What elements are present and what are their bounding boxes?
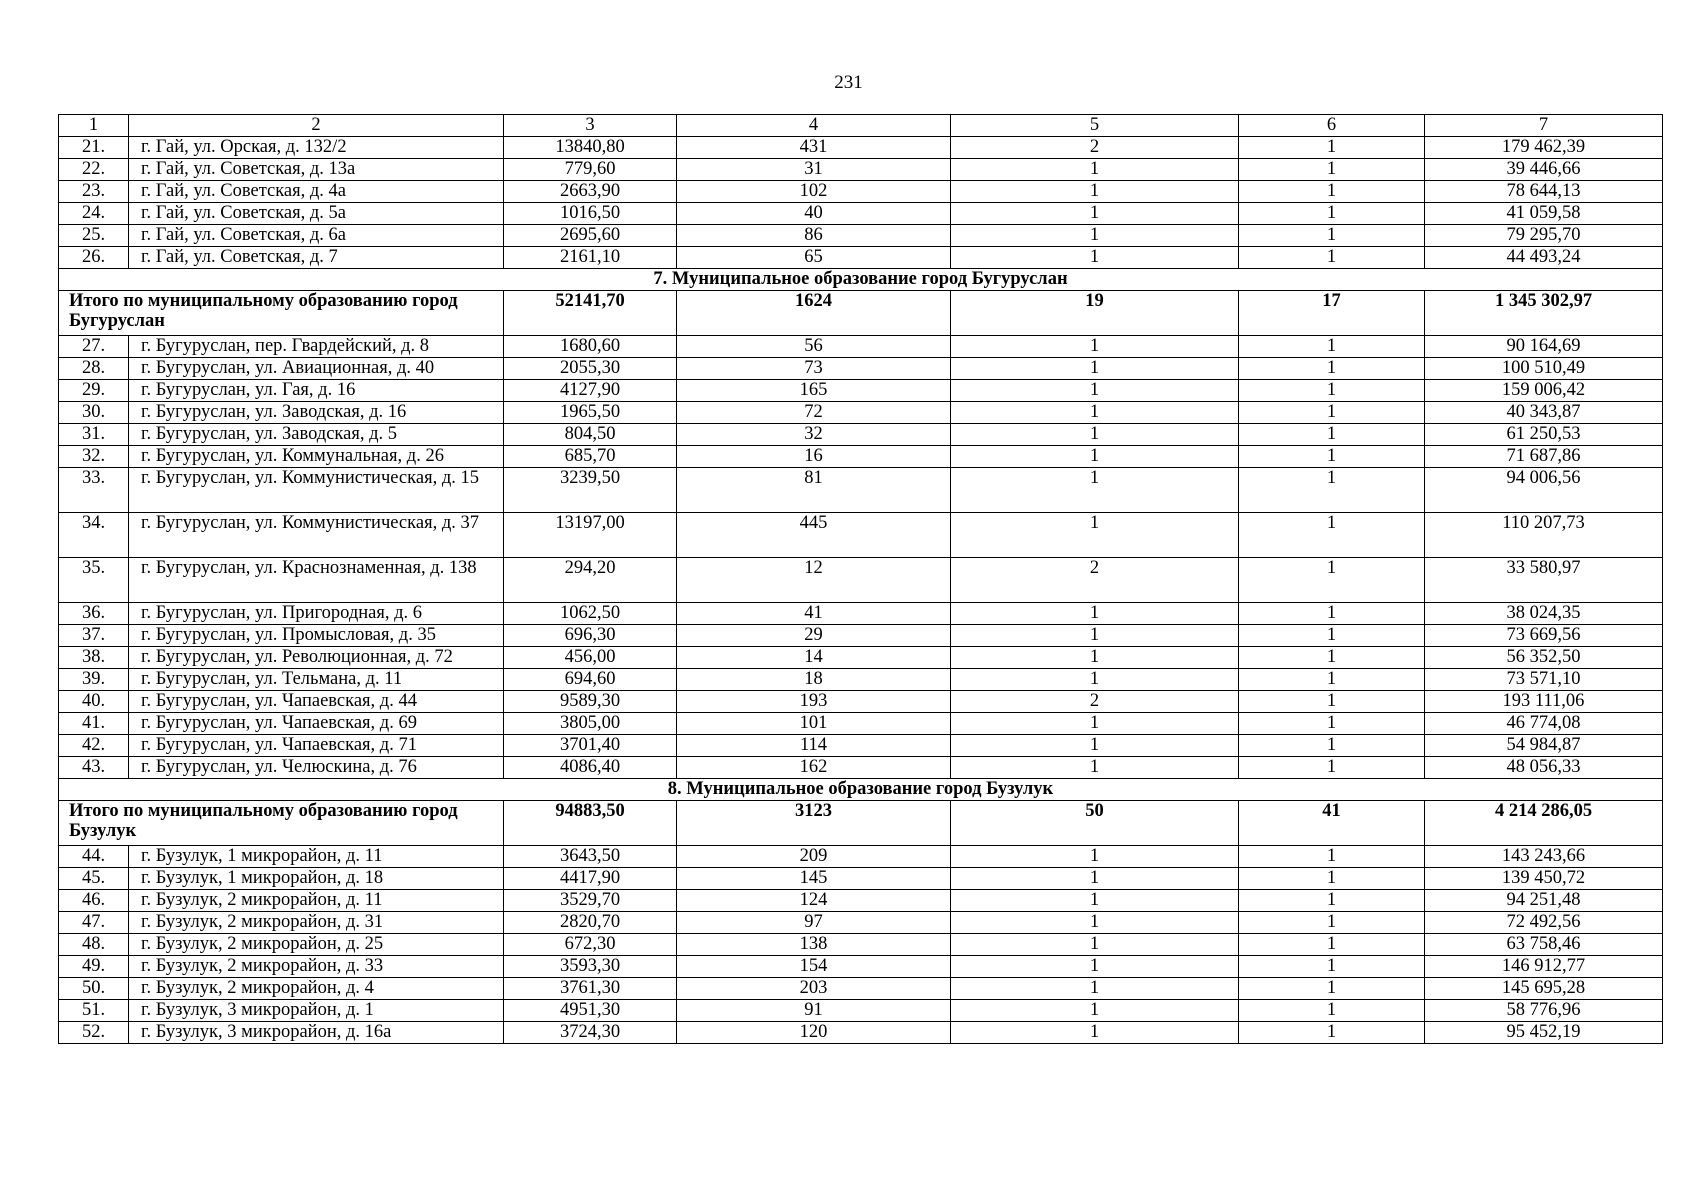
amount-cell: 39 446,66 [1425,159,1663,181]
residents-cell: 81 [677,468,951,513]
address-cell: г. Бугуруслан, ул. Челюскина, д. 76 [129,757,504,779]
row-number: 31. [59,424,129,446]
area-cell: 804,50 [504,424,677,446]
address-cell: г. Гай, ул. Советская, д. 5а [129,203,504,225]
column-number: 5 [951,115,1239,137]
row-number: 52. [59,1022,129,1044]
amount-cell: 38 024,35 [1425,603,1663,625]
section-header-row [59,779,1663,801]
col5-cell: 1 [951,846,1239,868]
col6-cell: 1 [1239,691,1425,713]
amount-cell: 73 571,10 [1425,669,1663,691]
table-row [59,137,1663,159]
total-col6: 17 [1239,291,1425,336]
address-cell: г. Гай, ул. Советская, д. 13а [129,159,504,181]
total-col5: 19 [951,291,1239,336]
row-number: 45. [59,868,129,890]
area-cell: 456,00 [504,647,677,669]
amount-cell: 90 164,69 [1425,336,1663,358]
area-cell: 696,30 [504,625,677,647]
col6-cell: 1 [1239,1022,1425,1044]
area-cell: 1016,50 [504,203,677,225]
table-row [59,424,1663,446]
amount-cell: 145 695,28 [1425,978,1663,1000]
col5-cell: 1 [951,380,1239,402]
row-number: 41. [59,713,129,735]
total-col6: 41 [1239,801,1425,846]
table-row [59,159,1663,181]
amount-cell: 179 462,39 [1425,137,1663,159]
amount-cell: 56 352,50 [1425,647,1663,669]
table-row [59,956,1663,978]
address-cell: г. Бузулук, 2 микрорайон, д. 33 [129,956,504,978]
residents-cell: 12 [677,558,951,603]
row-number: 34. [59,513,129,558]
area-cell: 13840,80 [504,137,677,159]
col5-cell: 1 [951,868,1239,890]
col6-cell: 1 [1239,713,1425,735]
row-number: 35. [59,558,129,603]
area-cell: 2695,60 [504,225,677,247]
col5-cell: 1 [951,203,1239,225]
col6-cell: 1 [1239,735,1425,757]
residents-cell: 193 [677,691,951,713]
table-row [59,468,1663,513]
col6-cell: 1 [1239,603,1425,625]
col6-cell: 1 [1239,203,1425,225]
col5-cell: 1 [951,446,1239,468]
col5-cell: 2 [951,691,1239,713]
residents-cell: 18 [677,669,951,691]
col6-cell: 1 [1239,934,1425,956]
amount-cell: 193 111,06 [1425,691,1663,713]
residents-cell: 32 [677,424,951,446]
col5-cell: 1 [951,912,1239,934]
col6-cell: 1 [1239,247,1425,269]
table-row [59,402,1663,424]
row-number: 48. [59,934,129,956]
row-number: 33. [59,468,129,513]
col6-cell: 1 [1239,868,1425,890]
total-residents: 3123 [677,801,951,846]
col5-cell: 1 [951,336,1239,358]
address-cell: г. Бузулук, 2 микрорайон, д. 25 [129,934,504,956]
amount-cell: 71 687,86 [1425,446,1663,468]
col5-cell: 1 [951,647,1239,669]
amount-cell: 146 912,77 [1425,956,1663,978]
address-cell: г. Бугуруслан, ул. Революционная, д. 72 [129,647,504,669]
address-cell: г. Гай, ул. Советская, д. 4а [129,181,504,203]
address-cell: г. Гай, ул. Орская, д. 132/2 [129,137,504,159]
address-cell: г. Бугуруслан, ул. Чапаевская, д. 71 [129,735,504,757]
total-row [59,801,1663,846]
amount-cell: 40 343,87 [1425,402,1663,424]
table-row [59,890,1663,912]
row-number: 32. [59,446,129,468]
amount-cell: 58 776,96 [1425,1000,1663,1022]
row-number: 49. [59,956,129,978]
col5-cell: 1 [951,513,1239,558]
row-number: 30. [59,402,129,424]
col6-cell: 1 [1239,669,1425,691]
residents-cell: 154 [677,956,951,978]
total-row [59,291,1663,336]
column-number: 6 [1239,115,1425,137]
table-row [59,1022,1663,1044]
residents-cell: 97 [677,912,951,934]
col6-cell: 1 [1239,358,1425,380]
col5-cell: 1 [951,713,1239,735]
residents-cell: 31 [677,159,951,181]
amount-cell: 139 450,72 [1425,868,1663,890]
col5-cell: 1 [951,468,1239,513]
total-residents: 1624 [677,291,951,336]
amount-cell: 143 243,66 [1425,846,1663,868]
col6-cell: 1 [1239,846,1425,868]
table-row [59,713,1663,735]
area-cell: 4951,30 [504,1000,677,1022]
address-cell: г. Гай, ул. Советская, д. 6а [129,225,504,247]
address-cell: г. Бузулук, 3 микрорайон, д. 16а [129,1022,504,1044]
row-number: 21. [59,137,129,159]
col5-cell: 2 [951,558,1239,603]
address-cell: г. Бугуруслан, ул. Краснознаменная, д. 138 [129,558,504,603]
amount-cell: 46 774,08 [1425,713,1663,735]
residents-cell: 203 [677,978,951,1000]
total-area: 52141,70 [504,291,677,336]
row-number: 50. [59,978,129,1000]
table-row [59,912,1663,934]
col6-cell: 1 [1239,1000,1425,1022]
address-cell: г. Гай, ул. Советская, д. 7 [129,247,504,269]
table-row [59,868,1663,890]
residents-cell: 165 [677,380,951,402]
col6-cell: 1 [1239,336,1425,358]
col6-cell: 1 [1239,380,1425,402]
residents-cell: 145 [677,868,951,890]
residents-cell: 445 [677,513,951,558]
amount-cell: 159 006,42 [1425,380,1663,402]
address-cell: г. Бузулук, 2 микрорайон, д. 11 [129,890,504,912]
row-number: 24. [59,203,129,225]
residents-cell: 56 [677,336,951,358]
col6-cell: 1 [1239,137,1425,159]
amount-cell: 54 984,87 [1425,735,1663,757]
page-number: 231 [834,72,863,93]
row-number: 38. [59,647,129,669]
residents-cell: 114 [677,735,951,757]
total-amount: 1 345 302,97 [1425,291,1663,336]
area-cell: 779,60 [504,159,677,181]
section-title: 8. Муниципальное образование город Бузулук [59,779,1663,801]
row-number: 40. [59,691,129,713]
amount-cell: 48 056,33 [1425,757,1663,779]
total-label: Итого по муниципальному образованию город Бугуруслан [59,291,504,336]
col5-cell: 2 [951,137,1239,159]
col6-cell: 1 [1239,424,1425,446]
residents-cell: 86 [677,225,951,247]
area-cell: 2055,30 [504,358,677,380]
col6-cell: 1 [1239,757,1425,779]
area-cell: 3529,70 [504,890,677,912]
col5-cell: 1 [951,934,1239,956]
col5-cell: 1 [951,735,1239,757]
column-number: 7 [1425,115,1663,137]
residents-cell: 91 [677,1000,951,1022]
col6-cell: 1 [1239,159,1425,181]
housing-table [58,114,1663,1044]
residents-cell: 29 [677,625,951,647]
table-body [59,115,1663,1044]
col5-cell: 1 [951,247,1239,269]
amount-cell: 79 295,70 [1425,225,1663,247]
col5-cell: 1 [951,1022,1239,1044]
total-amount: 4 214 286,05 [1425,801,1663,846]
residents-cell: 101 [677,713,951,735]
table-row [59,446,1663,468]
col5-cell: 1 [951,181,1239,203]
amount-cell: 94 251,48 [1425,890,1663,912]
col6-cell: 1 [1239,446,1425,468]
row-number: 28. [59,358,129,380]
row-number: 51. [59,1000,129,1022]
address-cell: г. Бугуруслан, ул. Коммунистическая, д. 37 [129,513,504,558]
table-row [59,513,1663,558]
column-number-row [59,115,1663,137]
address-cell: г. Бузулук, 2 микрорайон, д. 4 [129,978,504,1000]
table-row [59,757,1663,779]
row-number: 37. [59,625,129,647]
section-title: 7. Муниципальное образование город Бугуруслан [59,269,1663,291]
table-row [59,691,1663,713]
column-number: 1 [59,115,129,137]
address-cell: г. Бугуруслан, ул. Чапаевская, д. 69 [129,713,504,735]
col6-cell: 1 [1239,625,1425,647]
area-cell: 1680,60 [504,336,677,358]
area-cell: 2663,90 [504,181,677,203]
column-number: 4 [677,115,951,137]
col6-cell: 1 [1239,956,1425,978]
amount-cell: 73 669,56 [1425,625,1663,647]
address-cell: г. Бугуруслан, ул. Промысловая, д. 35 [129,625,504,647]
area-cell: 694,60 [504,669,677,691]
amount-cell: 44 493,24 [1425,247,1663,269]
area-cell: 3701,40 [504,735,677,757]
residents-cell: 124 [677,890,951,912]
amount-cell: 110 207,73 [1425,513,1663,558]
area-cell: 4127,90 [504,380,677,402]
area-cell: 672,30 [504,934,677,956]
amount-cell: 63 758,46 [1425,934,1663,956]
row-number: 29. [59,380,129,402]
amount-cell: 95 452,19 [1425,1022,1663,1044]
residents-cell: 162 [677,757,951,779]
col5-cell: 1 [951,1000,1239,1022]
address-cell: г. Бугуруслан, ул. Коммунальная, д. 26 [129,446,504,468]
area-cell: 3761,30 [504,978,677,1000]
row-number: 42. [59,735,129,757]
col6-cell: 1 [1239,181,1425,203]
row-number: 47. [59,912,129,934]
col5-cell: 1 [951,424,1239,446]
table-row [59,181,1663,203]
row-number: 39. [59,669,129,691]
residents-cell: 40 [677,203,951,225]
col6-cell: 1 [1239,402,1425,424]
row-number: 44. [59,846,129,868]
col5-cell: 1 [951,978,1239,1000]
table-row [59,247,1663,269]
col6-cell: 1 [1239,647,1425,669]
total-area: 94883,50 [504,801,677,846]
col5-cell: 1 [951,159,1239,181]
col5-cell: 1 [951,225,1239,247]
table-row [59,1000,1663,1022]
section-header-row [59,269,1663,291]
residents-cell: 72 [677,402,951,424]
table-row [59,380,1663,402]
residents-cell: 209 [677,846,951,868]
table-row [59,647,1663,669]
amount-cell: 61 250,53 [1425,424,1663,446]
address-cell: г. Бугуруслан, ул. Тельмана, д. 11 [129,669,504,691]
address-cell: г. Бугуруслан, ул. Чапаевская, д. 44 [129,691,504,713]
table-row [59,558,1663,603]
table-row [59,735,1663,757]
col6-cell: 1 [1239,558,1425,603]
total-label: Итого по муниципальному образованию город Бузулук [59,801,504,846]
address-cell: г. Бугуруслан, ул. Коммунистическая, д. 15 [129,468,504,513]
area-cell: 1965,50 [504,402,677,424]
row-number: 22. [59,159,129,181]
residents-cell: 120 [677,1022,951,1044]
area-cell: 1062,50 [504,603,677,625]
amount-cell: 78 644,13 [1425,181,1663,203]
address-cell: г. Бугуруслан, ул. Заводская, д. 16 [129,402,504,424]
address-cell: г. Бугуруслан, ул. Заводская, д. 5 [129,424,504,446]
col6-cell: 1 [1239,912,1425,934]
col5-cell: 1 [951,402,1239,424]
table-row [59,846,1663,868]
col5-cell: 1 [951,956,1239,978]
amount-cell: 72 492,56 [1425,912,1663,934]
col6-cell: 1 [1239,890,1425,912]
area-cell: 3643,50 [504,846,677,868]
residents-cell: 41 [677,603,951,625]
col6-cell: 1 [1239,468,1425,513]
area-cell: 4086,40 [504,757,677,779]
table-row [59,225,1663,247]
area-cell: 4417,90 [504,868,677,890]
row-number: 36. [59,603,129,625]
area-cell: 9589,30 [504,691,677,713]
row-number: 25. [59,225,129,247]
table-row [59,603,1663,625]
area-cell: 2820,70 [504,912,677,934]
col5-cell: 1 [951,603,1239,625]
residents-cell: 138 [677,934,951,956]
amount-cell: 94 006,56 [1425,468,1663,513]
address-cell: г. Бузулук, 2 микрорайон, д. 31 [129,912,504,934]
address-cell: г. Бузулук, 1 микрорайон, д. 11 [129,846,504,868]
column-number: 2 [129,115,504,137]
address-cell: г. Бугуруслан, ул. Авиационная, д. 40 [129,358,504,380]
col6-cell: 1 [1239,513,1425,558]
address-cell: г. Бузулук, 3 микрорайон, д. 1 [129,1000,504,1022]
residents-cell: 73 [677,358,951,380]
row-number: 46. [59,890,129,912]
col5-cell: 1 [951,625,1239,647]
area-cell: 294,20 [504,558,677,603]
column-number: 3 [504,115,677,137]
amount-cell: 100 510,49 [1425,358,1663,380]
col5-cell: 1 [951,358,1239,380]
area-cell: 3593,30 [504,956,677,978]
table-row [59,934,1663,956]
residents-cell: 65 [677,247,951,269]
residents-cell: 14 [677,647,951,669]
col5-cell: 1 [951,669,1239,691]
amount-cell: 41 059,58 [1425,203,1663,225]
area-cell: 3239,50 [504,468,677,513]
address-cell: г. Бугуруслан, пер. Гвардейский, д. 8 [129,336,504,358]
residents-cell: 431 [677,137,951,159]
amount-cell: 33 580,97 [1425,558,1663,603]
col6-cell: 1 [1239,225,1425,247]
address-cell: г. Бугуруслан, ул. Пригородная, д. 6 [129,603,504,625]
address-cell: г. Бузулук, 1 микрорайон, д. 18 [129,868,504,890]
col5-cell: 1 [951,757,1239,779]
area-cell: 2161,10 [504,247,677,269]
residents-cell: 16 [677,446,951,468]
row-number: 27. [59,336,129,358]
table-row [59,203,1663,225]
row-number: 26. [59,247,129,269]
residents-cell: 102 [677,181,951,203]
row-number: 23. [59,181,129,203]
area-cell: 685,70 [504,446,677,468]
total-col5: 50 [951,801,1239,846]
col5-cell: 1 [951,890,1239,912]
table-row [59,358,1663,380]
address-cell: г. Бугуруслан, ул. Гая, д. 16 [129,380,504,402]
row-number: 43. [59,757,129,779]
area-cell: 3805,00 [504,713,677,735]
area-cell: 13197,00 [504,513,677,558]
area-cell: 3724,30 [504,1022,677,1044]
col6-cell: 1 [1239,978,1425,1000]
table-row [59,669,1663,691]
table-row [59,625,1663,647]
table-row [59,336,1663,358]
table-row [59,978,1663,1000]
